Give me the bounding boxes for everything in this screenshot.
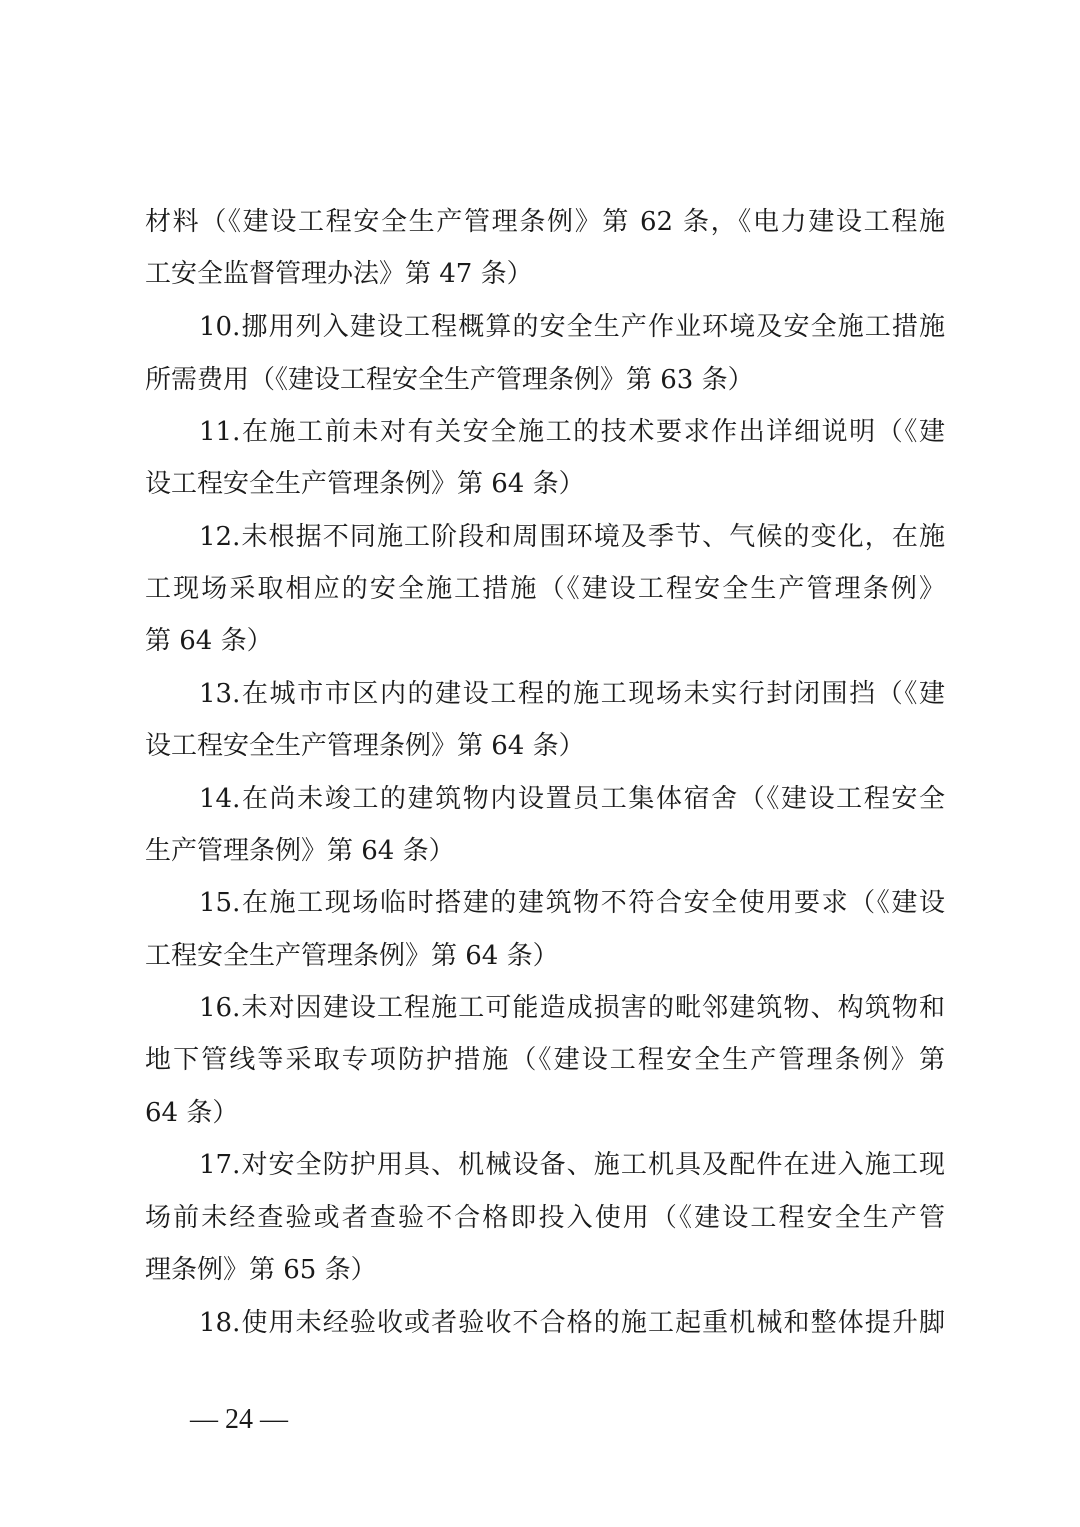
text-line: 18.使用未经验收或者验收不合格的施工起重机械和整体提升脚 (199, 1308, 945, 1338)
text-line: 工安全监督管理办法》第 47 条） (145, 259, 533, 289)
text-line: 12.未根据不同施工阶段和周围环境及季节、气候的变化，在施 (199, 522, 945, 552)
text-line: 设工程安全生产管理条例》第 64 条） (145, 469, 585, 499)
text-line: 所需费用（《建设工程安全生产管理条例》第 63 条） (145, 365, 754, 395)
text-line: 材料（《建设工程安全生产管理条例》第 62 条，《电力建设工程施 (145, 207, 945, 237)
page-number: — 24 — (190, 1404, 288, 1435)
text-line: 14.在尚未竣工的建筑物内设置员工集体宿舍（《建设工程安全 (199, 784, 945, 814)
text-line: 生产管理条例》第 64 条） (145, 836, 455, 866)
text-line: 工程安全生产管理条例》第 64 条） (145, 941, 559, 971)
text-line: 地下管线等采取专项防护措施（《建设工程安全生产管理条例》第 (145, 1045, 945, 1075)
text-line: 11.在施工前未对有关安全施工的技术要求作出详细说明（《建 (199, 417, 945, 447)
text-line: 10.挪用列入建设工程概算的安全生产作业环境及安全施工措施 (199, 312, 945, 342)
text-line: 15.在施工现场临时搭建的建筑物不符合安全使用要求（《建设 (199, 888, 945, 918)
text-line: 64 条） (145, 1098, 239, 1128)
text-line: 工现场采取相应的安全施工措施（《建设工程安全生产管理条例》 (145, 574, 945, 604)
text-line: 第 64 条） (145, 626, 273, 656)
text-line: 理条例》第 65 条） (145, 1255, 377, 1285)
text-line: 设工程安全生产管理条例》第 64 条） (145, 731, 585, 761)
text-line: 场前未经查验或者查验不合格即投入使用（《建设工程安全生产管 (145, 1203, 945, 1233)
text-line: 16.未对因建设工程施工可能造成损害的毗邻建筑物、构筑物和 (199, 993, 945, 1023)
text-line: 17.对安全防护用具、机械设备、施工机具及配件在进入施工现 (199, 1150, 945, 1180)
text-line: 13.在城市市区内的建设工程的施工现场未实行封闭围挡（《建 (199, 679, 945, 709)
